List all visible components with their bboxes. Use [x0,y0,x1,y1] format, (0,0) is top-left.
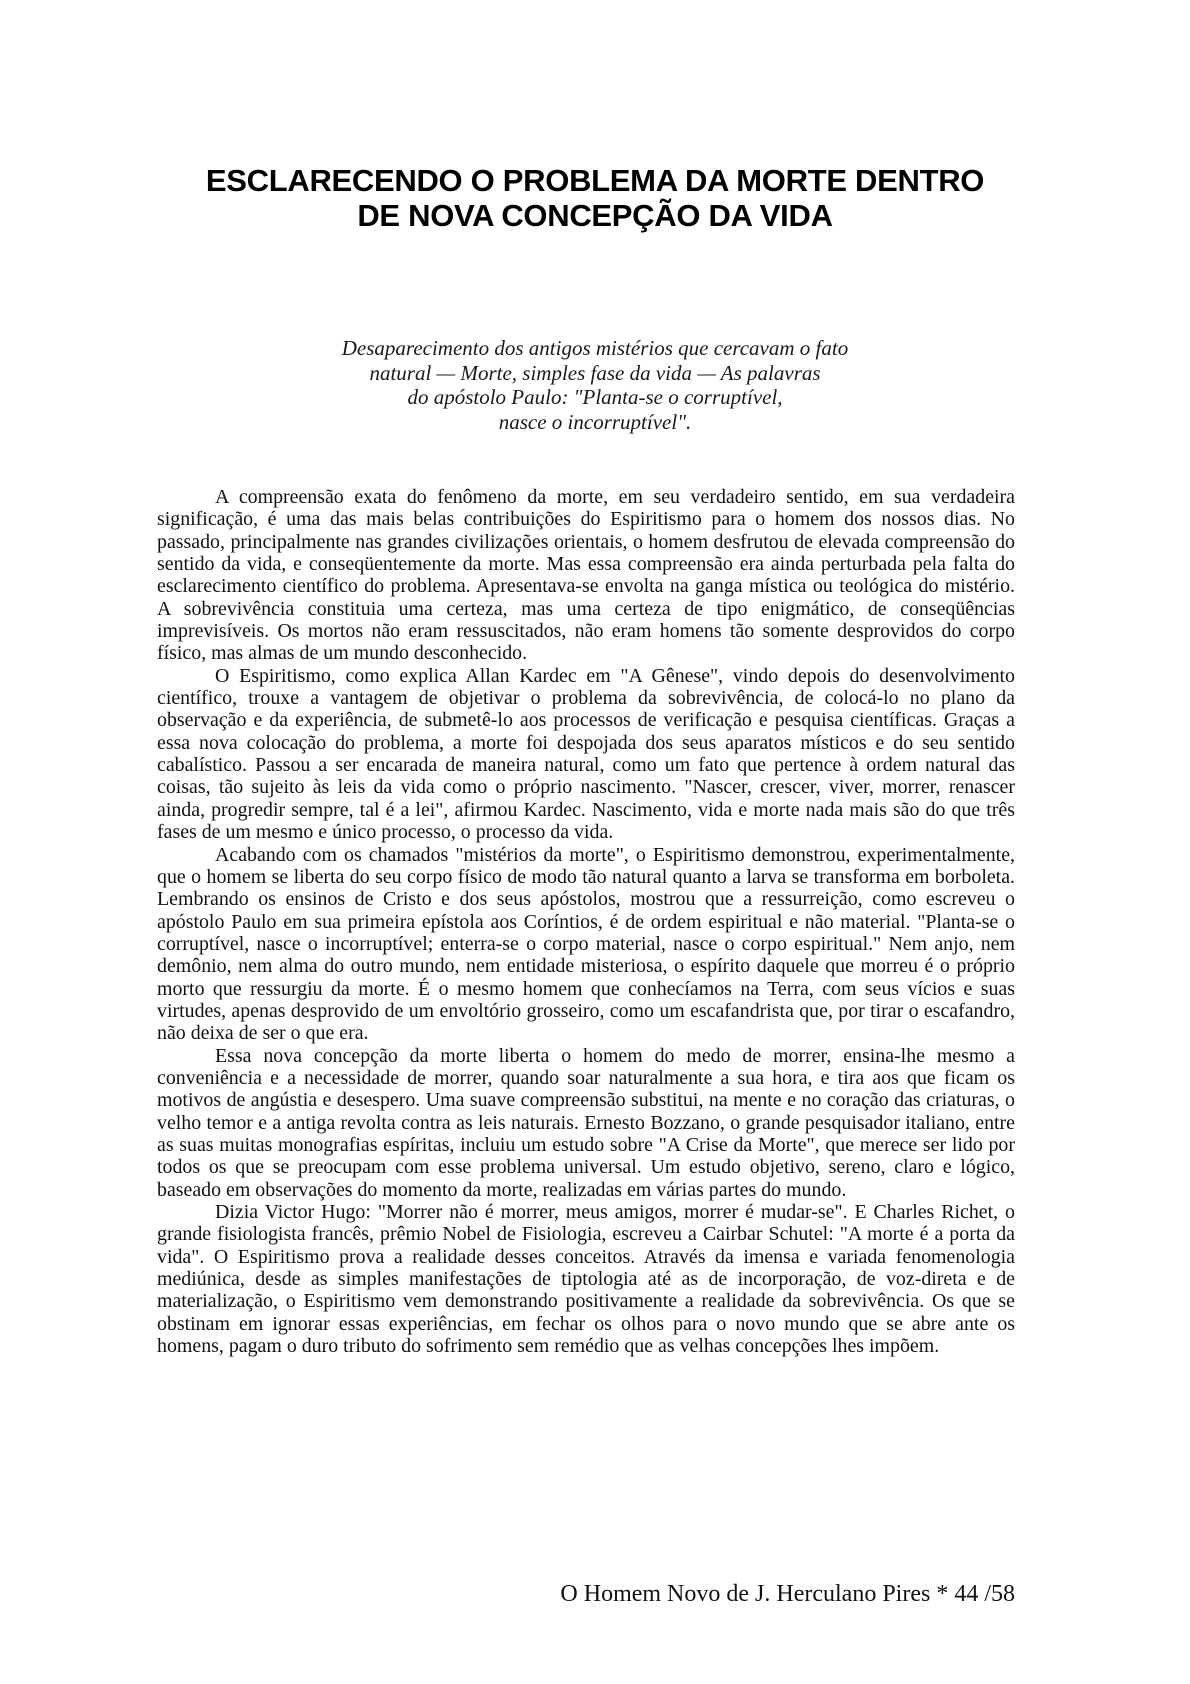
epigraph [0,336,1190,434]
body-paragraph-5: Dizia Victor Hugo: "Morrer não é morrer, meus amigos, morrer é mudar-se". E Charles Richet, o grande fisiologista francês, prêmio Nobel de Fisiologia, escreveu a Cairbar Schutel: "A morte é a porta da vida". O Espiritismo prova a realidade desses conceitos. Através da imensa e variada fenomenologia mediúnica, desde as simples manifestações de tiptologia até as de incorporação, de voz-direta e de materialização, o Espiritismo vem demonstrando positivamente a realidade da sobrevivência. Os que se obstinam em ignorar essas experiências, em fechar os olhos para o novo mundo que se abre ante os homens, pagam o duro tributo do sofrimento sem remédio que as velhas concepções lhes impõem. [157,1201,1015,1358]
body-paragraph-2: O Espiritismo, como explica Allan Kardec em "A Gênese", vindo depois do desenvolvimento científico, trouxe a vantagem de objetivar o problema da sobrevivência, de colocá-lo no plano da observação e da experiência, de submetê-lo aos processos de verificação e pesquisa científicas. Graças a essa nova colocação do problema, a morte foi despojada dos seus aparatos místicos e do seu sentido cabalístico. Passou a ser encarada de maneira natural, como um fato que pertence à ordem natural das coisas, tão sujeito às leis da vida como o próprio nascimento. "Nascer, crescer, viver, morrer, renascer ainda, progredir sempre, tal é a lei", afirmou Kardec. Nascimento, vida e morte nada mais são do que três fases de um mesmo e único processo, o processo da vida. [157,664,1015,844]
body-paragraph-3: Acabando com os chamados "mistérios da morte", o Espiritismo demonstrou, experimentalmente, que o homem se liberta do seu corpo físico de modo tão natural quanto a larva se transforma em borboleta. Lembrando os ensinos de Cristo e dos seus apóstolos, mostrou que a ressurreição, como escreveu o apóstolo Paulo em sua primeira epístola aos Coríntios, é de ordem espiritual e não material. "Planta-se o corruptível, nasce o incorruptível; enterra-se o corpo material, nasce o corpo espiritual." Nem anjo, nem demônio, nem alma do outro mundo, nem entidade misteriosa, o espírito daquele que morreu é o próprio morto que ressurgiu da morte. É o mesmo homem que conhecíamos na Terra, com seus vícios e suas virtudes, apenas desprovido de um envoltório grosseiro, como um escafandrista que, por tirar o escafandro, não deixa de ser o que era. [157,843,1015,1045]
footer-text: O Homem Novo de J. Herculano Pires * 44 /58 [560,1581,1015,1607]
page-footer [157,1580,1015,1608]
epigraph-line-3: do apóstolo Paulo: "Planta-se o corruptível, [407,385,783,409]
body-paragraph-4: Essa nova concepção da morte liberta o homem do medo de morrer, ensina-lhe mesmo a conveniência e a necessidade de morrer, quando soar naturalmente a sua hora, e tira aos que ficam os motivos de angústia e desespero. Uma suave compreensão substitui, na mente e no coração das criaturas, o velho temor e a antiga revolta contra as leis naturais. Ernesto Bozzano, o grande pesquisador italiano, entre as suas muitas monografias espíritas, incluiu um estudo sobre "A Crise da Morte", que merece ser lido por todos os que se preocupam com esse problema universal. Um estudo objetivo, sereno, claro e lógico, baseado em observações do momento da morte, realizadas em várias partes do mundo. [157,1044,1015,1201]
body-text [157,486,1015,1357]
page-title-line-1: ESCLARECENDO O PROBLEMA DA MORTE DENTRO [205,163,985,198]
epigraph-line-2: natural — Morte, simples fase da vida — As palavras [369,360,821,385]
epigraph-line-1: Desaparecimento dos antigos mistérios que cercavam o fato [341,336,849,360]
page-title [0,163,1190,233]
epigraph-line-4: nasce o incorruptível". [498,409,692,434]
page-title-line-2: DE NOVA CONCEPÇÃO DA VIDA [357,198,833,233]
body-paragraph-1: A compreensão exata do fenômeno da morte, em seu verdadeiro sentido, em sua verdadeira significação, é uma das mais belas contribuições do Espiritismo para o homem dos nossos dias. No passado, principalmente nas grandes civilizações orientais, o homem desfrutou de elevada compreensão do sentido da vida, e conseqüentemente da morte. Mas essa compreensão era ainda perturbada pela falta do esclarecimento científico do problema. Apresentava-se envolta na ganga mística ou teológica do mistério. A sobrevivência constituia uma certeza, mas uma certeza de tipo enigmático, de conseqüências imprevisíveis. Os mortos não eram ressuscitados, não eram homens tão somente desprovidos do corpo físico, mas almas de um mundo desconhecido. [157,486,1015,665]
